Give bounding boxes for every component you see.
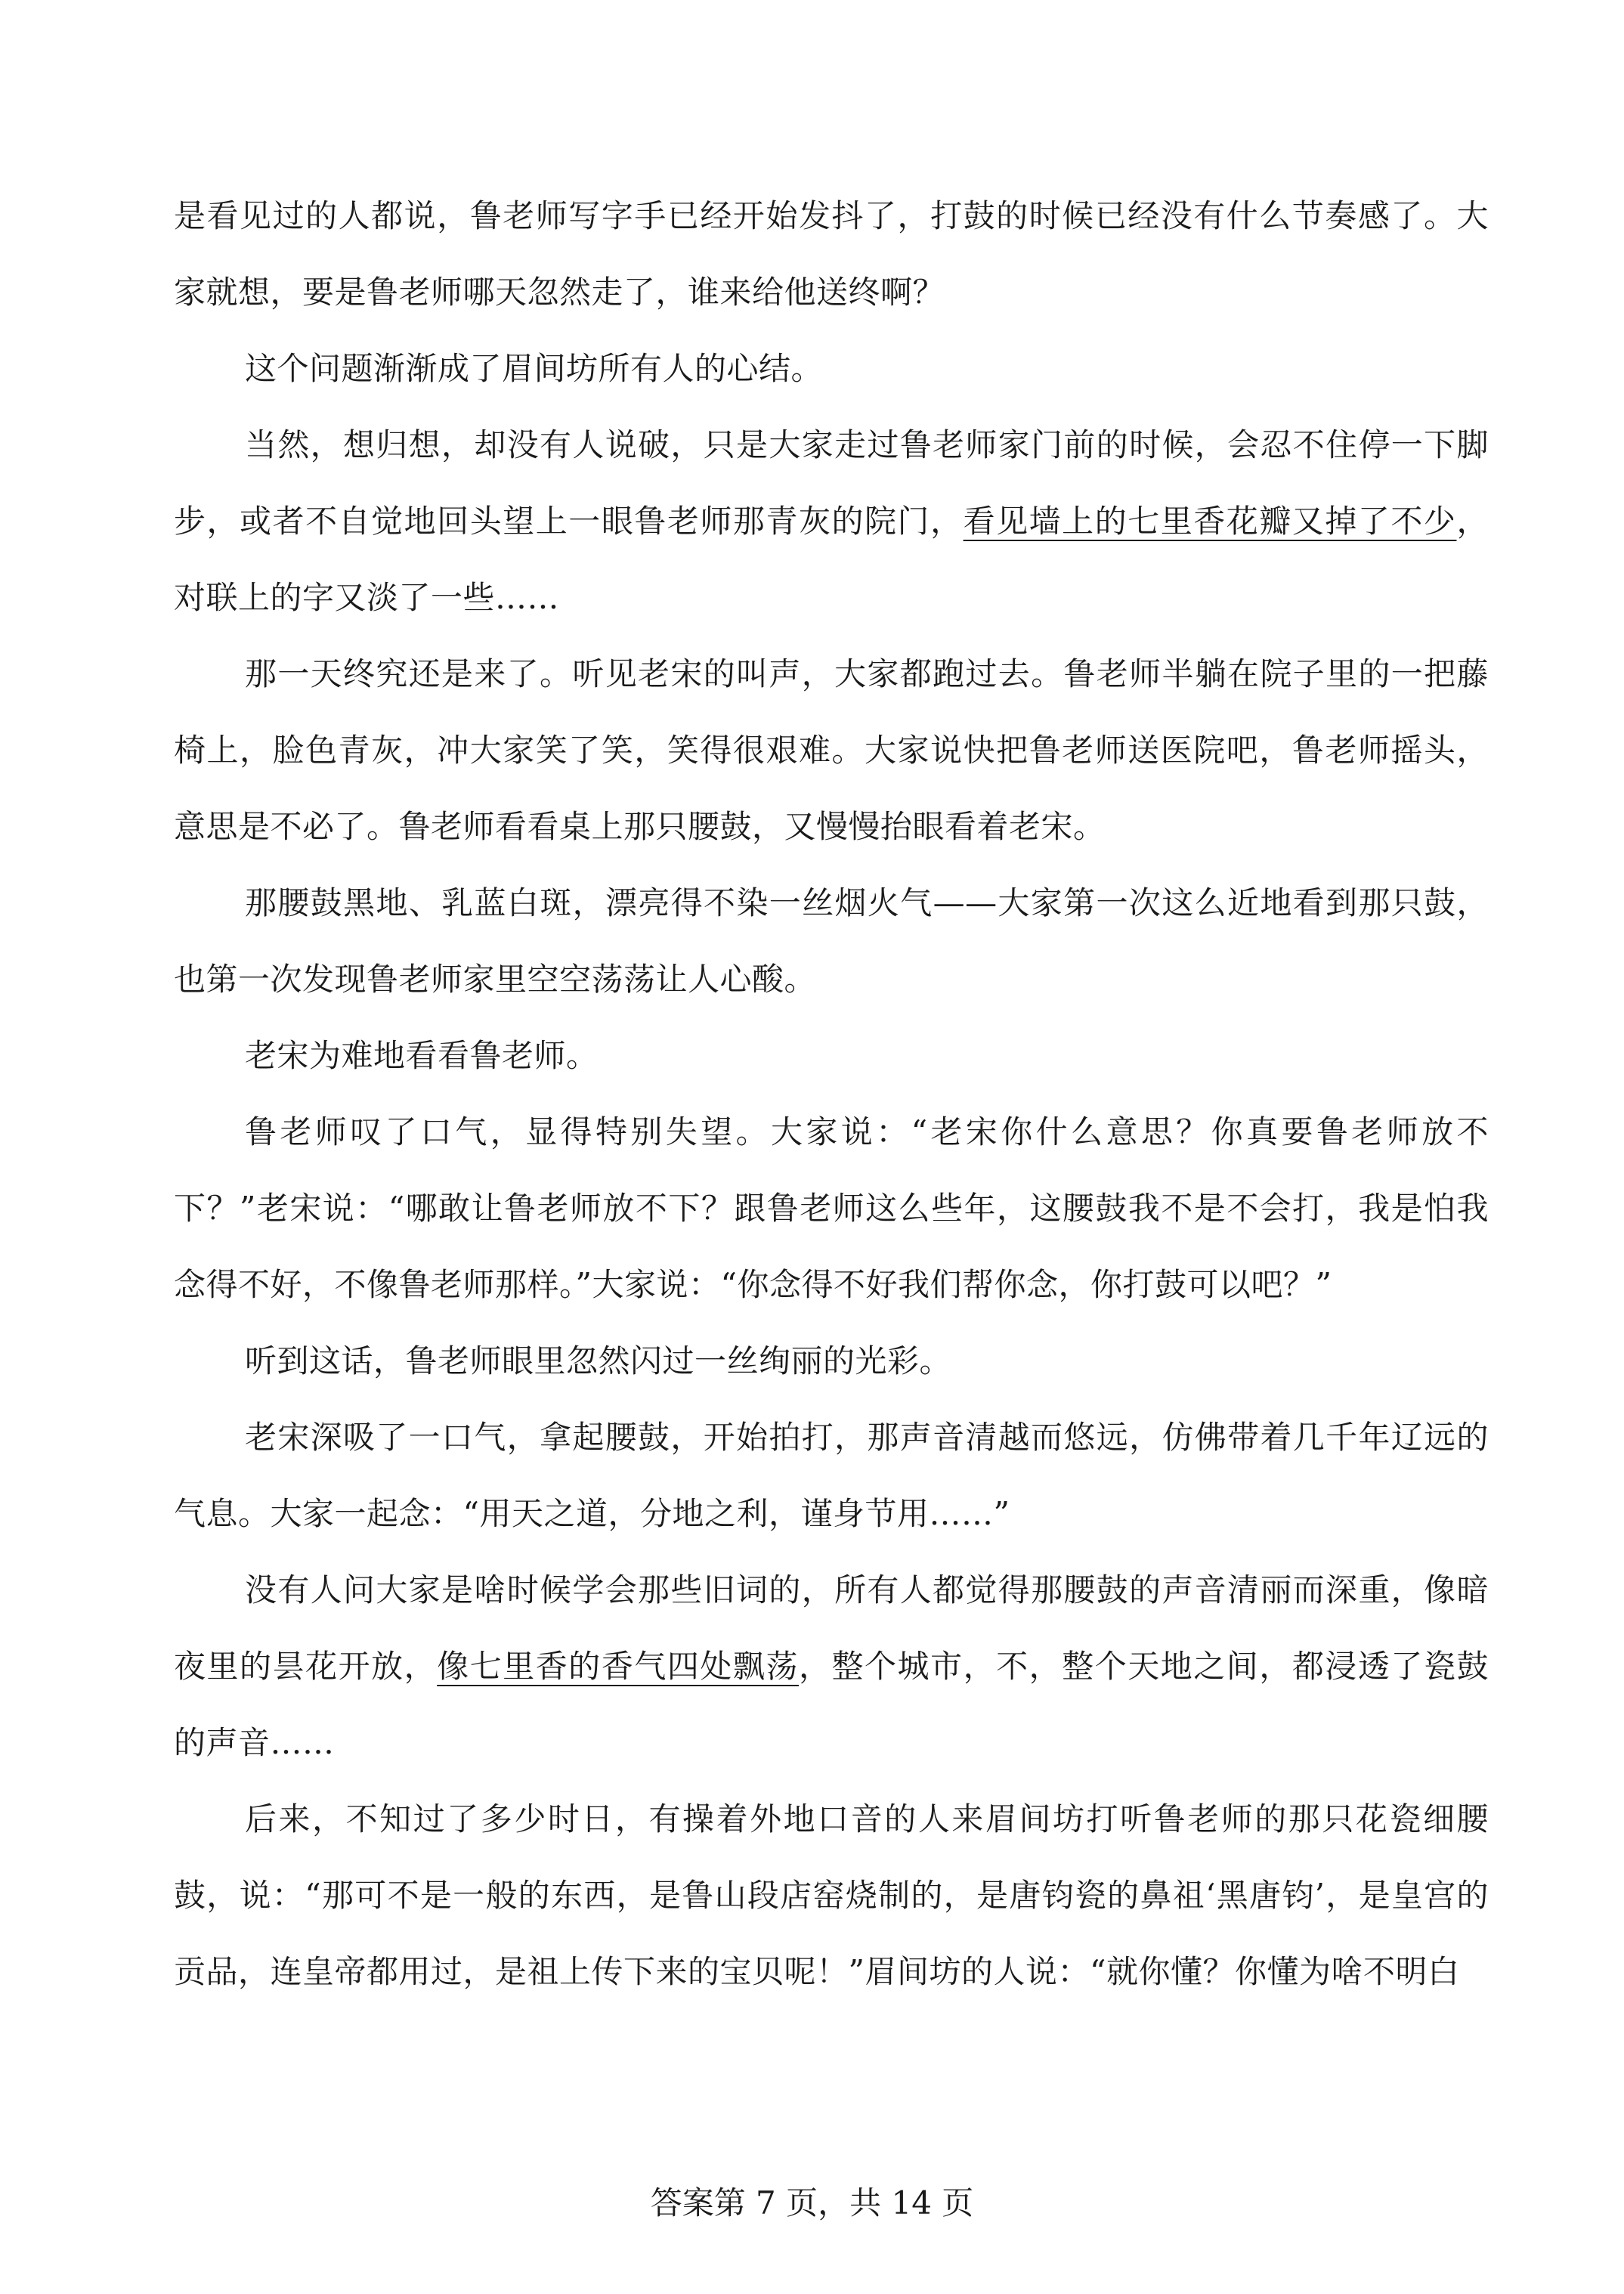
paragraph-4: 那一天终究还是来了。听见老宋的叫声，大家都跑过去。鲁老师半躺在院子里的一把藤椅上，脸色青灰，冲大家笑了笑，笑得很艰难。大家说快把鲁老师送医院吧，鲁老师摇头，意思是不必了。鲁老师看看桌上那只腰鼓，又慢慢抬眼看着老宋。 (174, 655, 1489, 845)
paragraph-2: 这个问题渐渐成了眉间坊所有人的心结。 (245, 350, 824, 387)
paragraph-1: 是看见过的人都说，鲁老师写字手已经开始发抖了，打鼓的时候已经没有什么节奏感了。大家就想，要是鲁老师哪天忽然走了，谁来给他送终啊？ (174, 197, 1489, 311)
paragraph-6: 老宋为难地看看鲁老师。 (245, 1037, 599, 1074)
underlined-sentence-1: 看见墙上的七里香花瓣又掉了不少 (963, 503, 1457, 540)
page-footer: 答案第 7 页，共 14 页 (650, 2184, 974, 2221)
underlined-sentence-2: 像七里香的香气四处飘荡 (437, 1648, 799, 1685)
body-text (174, 178, 1489, 2010)
paragraph-10: 没有人问大家是啥时候学会那些旧词的，所有人都觉得那腰鼓的声音清丽而深重，像暗夜里的昙花开放，像七里香的香气四处飘荡，整个城市，不，整个天地之间，都浸透了瓷鼓的声音…… (174, 1571, 1489, 1761)
paragraph-11: 后来，不知过了多少时日，有操着外地口音的人来眉间坊打听鲁老师的那只花瓷细腰鼓，说：“那可不是一般的东西，是鲁山段店窑烧制的，是唐钧瓷的鼻祖‘黑唐钧’，是皇宫的贡品，连皇帝都用过，是祖上传下来的宝贝呢！”眉间坊的人说：“就你懂？你懂为啥不明白 (174, 1800, 1489, 1990)
paragraph-5: 那腰鼓黑地、乳蓝白斑，漂亮得不染一丝烟火气——大家第一次这么近地看到那只鼓，也第一次发现鲁老师家里空空荡荡让人心酸。 (174, 884, 1489, 998)
paragraph-8: 听到这话，鲁老师眼里忽然闪过一丝绚丽的光彩。 (245, 1342, 952, 1379)
paragraph-7: 鲁老师叹了口气，显得特别失望。大家说：“老宋你什么意思？你真要鲁老师放不下？”老宋说：“哪敢让鲁老师放不下？跟鲁老师这么些年，这腰鼓我不是不会打，我是怕我念得不好，不像鲁老师那样。”大家说：“你念得不好我们帮你念，你打鼓可以吧？” (174, 1113, 1489, 1303)
paragraph-9: 老宋深吸了一口气，拿起腰鼓，开始拍打，那声音清越而悠远，仿佛带着几千年辽远的气息。大家一起念：“用天之道，分地之利，谨身节用……” (174, 1419, 1489, 1532)
paragraph-3: 当然，想归想，却没有人说破，只是大家走过鲁老师家门前的时候，会忍不住停一下脚步，或者不自觉地回头望上一眼鲁老师那青灰的院门，看见墙上的七里香花瓣又掉了不少，对联上的字又淡了一些…… (174, 426, 1489, 616)
